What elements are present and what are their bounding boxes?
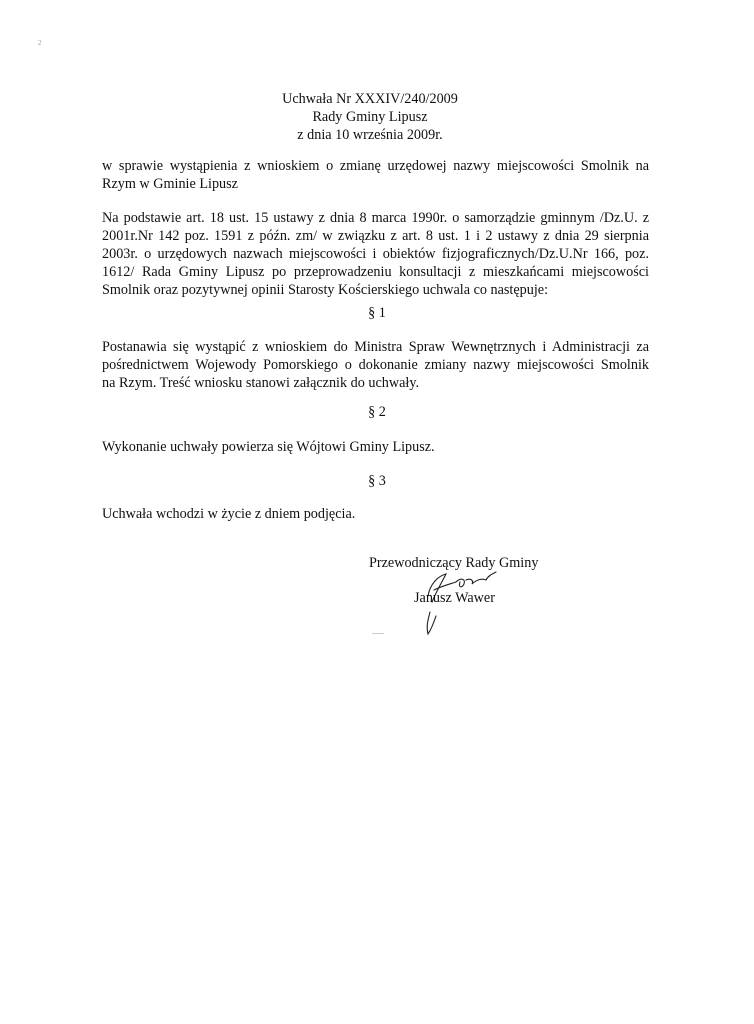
preamble-paragraph — [102, 209, 649, 299]
preamble-line: 1612/ Rada Gminy Lipusz po przeprowadzeniu konsultacji z mieszkańcami miejscowości — [102, 264, 649, 280]
preamble-line: 2003r. o urzędowych nazwach miejscowości i obiektów fizjograficznych/Dz.U.Nr 166, poz. — [102, 246, 649, 262]
section-3-heading: § 3 — [368, 473, 386, 489]
scan-artifact — [372, 633, 384, 634]
section-1-heading: § 1 — [368, 305, 386, 321]
section-line: na Rzym. Treść wniosku stanowi załącznik do uchwały. — [102, 375, 420, 391]
section-2-heading: § 2 — [368, 404, 386, 420]
section-line: Uchwała wchodzi w życie z dniem podjęcia. — [102, 506, 356, 522]
resolution-number: Uchwała Nr XXXIV/240/2009 — [282, 91, 458, 107]
section-1-text — [102, 338, 649, 392]
section-2-text — [102, 438, 649, 456]
corner-mark: 2 — [38, 39, 42, 47]
signatory-title: Przewodniczący Rady Gminy — [369, 555, 539, 571]
subject-line: w sprawie wystąpienia z wnioskiem o zmianę urzędowej nazwy miejscowości Smolnik na — [102, 158, 649, 174]
preamble-line: 2001r.Nr 142 poz. 1591 z późn. zm/ w związku z art. 8 ust. 1 i 2 ustawy z dnia 29 sierpnia — [102, 228, 649, 244]
section-line: pośrednictwem Wojewody Pomorskiego o dokonanie zmiany nazwy miejscowości Smolnik — [102, 357, 649, 373]
section-line: Postanawia się wystąpić z wnioskiem do Ministra Spraw Wewnętrznych i Administracji za — [102, 339, 649, 355]
section-line: Wykonanie uchwały powierza się Wójtowi Gminy Lipusz. — [102, 439, 435, 455]
resolution-header — [200, 90, 540, 144]
council-name: Rady Gminy Lipusz — [312, 109, 428, 125]
preamble-line: Na podstawie art. 18 ust. 15 ustawy z dnia 8 marca 1990r. o samorządzie gminnym /Dz.U. z — [102, 210, 649, 226]
resolution-date: z dnia 10 września 2009r. — [297, 127, 443, 143]
section-3-text — [102, 505, 649, 523]
preamble-line: Smolnik oraz pozytywnej opinii Starosty Kościerskiego uchwala co następuje: — [102, 282, 549, 298]
subject-line: Rzym w Gminie Lipusz — [102, 176, 238, 192]
signatory-name: Janusz Wawer — [414, 590, 495, 606]
subject-paragraph — [102, 157, 649, 193]
